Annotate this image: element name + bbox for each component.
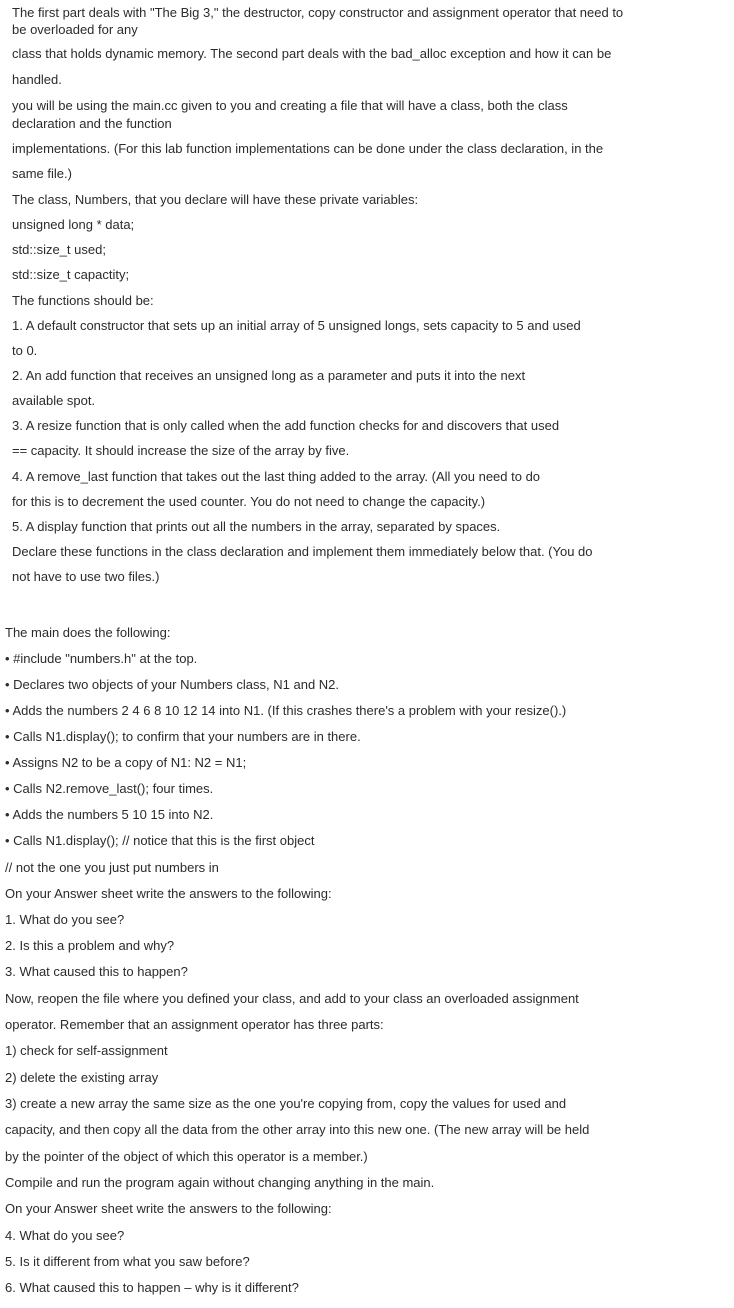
question-item: 2. Is this a problem and why? xyxy=(5,938,175,953)
text-line: to 0. xyxy=(12,343,38,358)
question-item: 6. What caused this to happen – why is it different? xyxy=(5,1280,299,1295)
question-item: 4. What do you see? xyxy=(5,1228,125,1243)
text-line: available spot. xyxy=(12,393,96,408)
text-line: Declare these functions in the class declaration and implement them immediately below that. (You do xyxy=(12,544,593,559)
text-line: unsigned long * data; xyxy=(12,217,135,232)
text-line: not have to use two files.) xyxy=(12,569,160,584)
text-line: declaration and the function xyxy=(12,116,172,131)
text-line: be overloaded for any xyxy=(12,22,138,37)
bullet-item: • Adds the numbers 5 10 15 into N2. xyxy=(5,807,214,822)
text-line: == capacity. It should increase the size of the array by five. xyxy=(12,443,350,458)
text-line: 3. A resize function that is only called when the add function checks for and discovers that used xyxy=(12,418,560,433)
text-line: Now, reopen the file where you defined your class, and add to your class an overloaded assignment xyxy=(5,991,579,1006)
text-line: The main does the following: xyxy=(5,625,171,640)
text-line: handled. xyxy=(12,72,62,87)
text-line: capacity, and then copy all the data from the other array into this new one. (The new array will be held xyxy=(5,1122,590,1137)
text-line: 5. A display function that prints out all the numbers in the array, separated by spaces. xyxy=(12,519,501,534)
step-item: 2) delete the existing array xyxy=(5,1070,159,1085)
text-line: 4. A remove_last function that takes out the last thing added to the array. (All you need to do xyxy=(12,469,541,484)
text-line: implementations. (For this lab function implementations can be done under the class declaration, in the xyxy=(12,141,604,156)
text-line: by the pointer of the object of which this operator is a member.) xyxy=(5,1149,368,1164)
text-line: 2. An add function that receives an unsigned long as a parameter and puts it into the next xyxy=(12,368,526,383)
question-item: 5. Is it different from what you saw before? xyxy=(5,1254,250,1269)
text-line: The first part deals with "The Big 3," the destructor, copy constructor and assignment operator that need to xyxy=(12,5,624,20)
text-line: std::size_t capactity; xyxy=(12,267,130,282)
text-line: The functions should be: xyxy=(12,293,154,308)
question-item: 1. What do you see? xyxy=(5,912,125,927)
text-line: The class, Numbers, that you declare will have these private variables: xyxy=(12,192,419,207)
text-line: you will be using the main.cc given to you and creating a file that will have a class, both the class xyxy=(12,98,568,113)
text-line: std::size_t used; xyxy=(12,242,106,257)
text-line: operator. Remember that an assignment operator has three parts: xyxy=(5,1017,384,1032)
bullet-item: • Adds the numbers 2 4 6 8 10 12 14 into N1. (If this crashes there's a problem with your resize().) xyxy=(5,703,567,718)
bullet-item: • Calls N1.display(); // notice that this is the first object xyxy=(5,833,315,848)
text-line: On your Answer sheet write the answers to the following: xyxy=(5,1201,332,1216)
bullet-item: • Assigns N2 to be a copy of N1: N2 = N1; xyxy=(5,755,247,770)
text-line: class that holds dynamic memory. The second part deals with the bad_alloc exception and how it can be xyxy=(12,46,612,61)
text-line: same file.) xyxy=(12,166,72,181)
bullet-item: • Declares two objects of your Numbers class, N1 and N2. xyxy=(5,677,340,692)
step-item: 3) create a new array the same size as the one you're copying from, copy the values for used and xyxy=(5,1096,567,1111)
bullet-item: • Calls N1.display(); to confirm that your numbers are in there. xyxy=(5,729,361,744)
text-line: // not the one you just put numbers in xyxy=(5,860,219,875)
text-line: Compile and run the program again without changing anything in the main. xyxy=(5,1175,435,1190)
step-item: 1) check for self-assignment xyxy=(5,1043,168,1058)
bullet-item: • #include "numbers.h" at the top. xyxy=(5,651,198,666)
question-item: 3. What caused this to happen? xyxy=(5,964,188,979)
bullet-item: • Calls N2.remove_last(); four times. xyxy=(5,781,214,796)
text-line: On your Answer sheet write the answers to the following: xyxy=(5,886,332,901)
text-line: 1. A default constructor that sets up an initial array of 5 unsigned longs, sets capacity to 5 and used xyxy=(12,318,581,333)
text-line: for this is to decrement the used counter. You do not need to change the capacity.) xyxy=(12,494,486,509)
